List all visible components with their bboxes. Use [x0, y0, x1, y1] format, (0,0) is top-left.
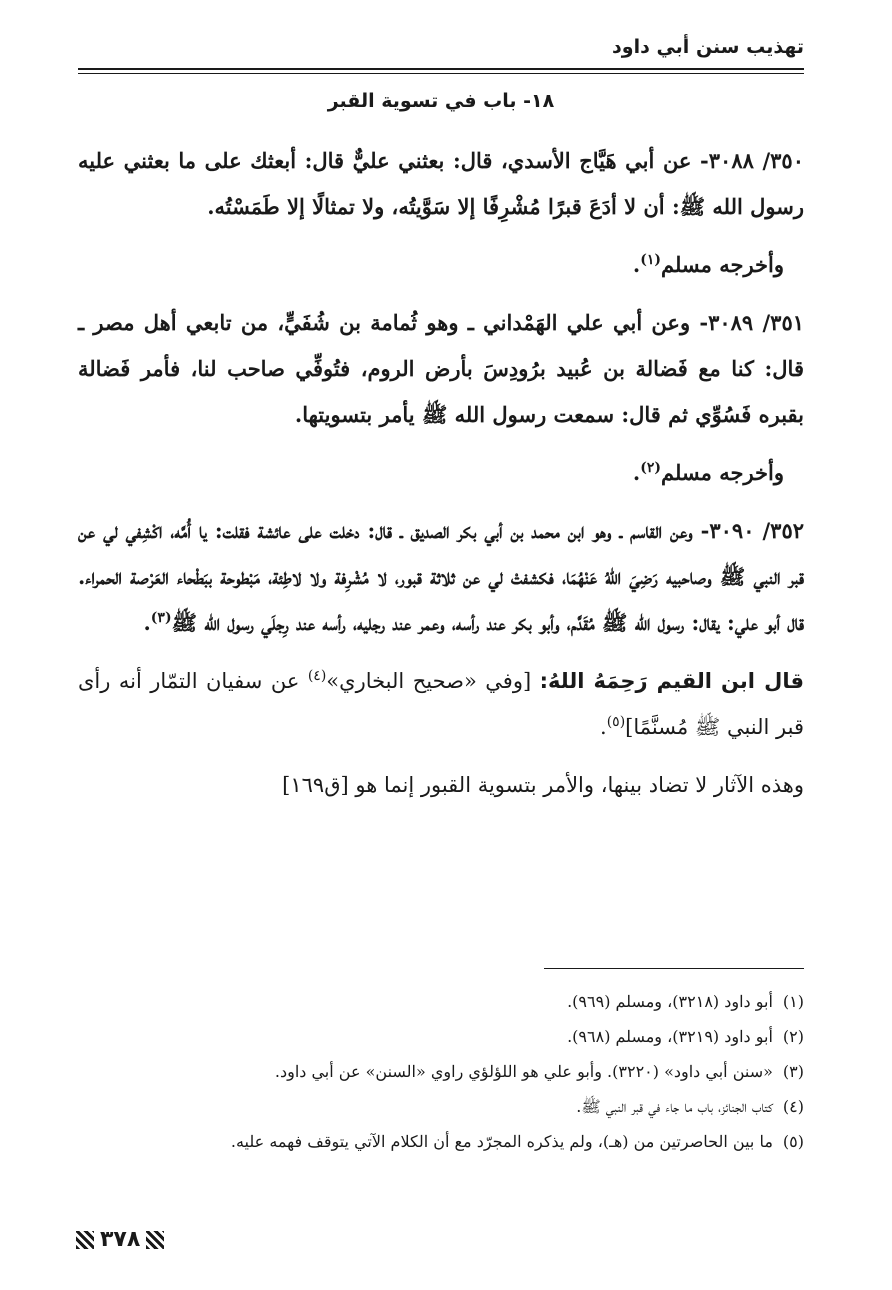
footnote-ref-4[interactable]: (٤)	[307, 668, 327, 684]
footnote-text: «سنن أبي داود» (٣٢٢٠). وأبو علي هو اللؤلؤي راوي «السنن» عن أبي داود.	[274, 1062, 773, 1081]
hadith-351	[78, 300, 804, 438]
ornament-icon	[76, 1231, 94, 1249]
hadith-350-text: ٣٥٠/ ٣٠٨٨- عن أبي هَيَّاج الأسدي، قال: بعثني عليٌّ قال: أبعثك على ما بعثني عليه رسول الله ﷺ: أن لا أدَعَ قبرًا مُشْرِفًا إلا سَوَّيتُه، ولا تمثالًا إلا طَمَسْتُه.	[78, 148, 804, 219]
book-title: تهذيب سنن أبي داود	[612, 36, 804, 58]
footnote-ref-3[interactable]: (٣)	[150, 610, 172, 626]
footnote-ref-5[interactable]: (٥)	[606, 714, 626, 730]
hadith-351-text: ٣٥١/ ٣٠٨٩- وعن أبي علي الهَمْداني ـ وهو ثُمامة بن شُفَيٍّ، من تابعي أهل مصر ـ قال: كنا مع فَضالة بن عُبيد برُودِسَ بأرض الروم، فتُوفِّي صاحب لنا، فأمر فَضالة بقبره فَسُوِّي ثم قال: سمعت رسول الله ﷺ يأمر بتسويتها.	[78, 310, 805, 427]
chapter-title: ١٨- باب في تسوية القبر	[327, 90, 555, 112]
footnote-3	[78, 1054, 804, 1089]
footnote-ref-2[interactable]: (٢)	[640, 460, 661, 476]
running-header	[78, 30, 804, 64]
continuation-text: وهذه الآثار لا تضاد بينها، والأمر بتسوية القبور إنما هو [ق١٦٩]	[282, 773, 804, 797]
footnote-text: أبو داود (٣٢١٨)، ومسلم (٩٦٩).	[567, 992, 773, 1011]
ibn-qayyim-comment: قال ابن القيم رَحِمَهُ اللهُ: [وفي «صحيح البخاري»$^{(٤)}$ عن سفيان التمّار أنه رأى قبر النبي ﷺ مُسنَّمًا]$^{(٥)}$.	[78, 668, 804, 739]
takhrij-350-text: وأخرجه مسلم	[660, 252, 784, 277]
hadith-352: ٣٥٢/ ٣٠٩٠- وعن القاسم ـ وهو ابن محمد بن أبي بكر الصديق ـ قال: دخلت على عائشة فقلت: يا أُمَّه، اكْشِفي لي عن قبر النبي ﷺ وصاحبيه رَضِيَ اللهُ عَنْهُمَا، فكشفتْ لي عن ثلاثة قبور، لا مُشْرِفة ولا لاطِئة، مَبْطوحة ببَطْحاء العَرْصة الحمراء. قال أبو علي: يقال: رسول الله ﷺ مُقَدَّم، وأبو بكر عند رأسه، وعمر عند رجليه، رأسه عند رِجلَي رسول الله ﷺ$^{(٣)}$.	[78, 518, 805, 635]
page-number-text: ٣٧٨	[100, 1227, 141, 1252]
footnote-number: (٤)	[782, 1097, 804, 1116]
footnote-4	[78, 1089, 804, 1124]
takhrij-351: وأخرجه مسلم$^{(٢)}$.	[632, 460, 784, 485]
footnote-number: (٢)	[782, 1027, 804, 1046]
footnote-5	[78, 1124, 804, 1159]
footnote-2	[78, 1019, 804, 1054]
ibn-qayyim-text-a: [وفي «صحيح البخاري»	[326, 669, 532, 693]
main-text	[78, 138, 804, 820]
takhrij-350: وأخرجه مسلم$^{(١)}$.	[632, 252, 784, 277]
ibn-qayyim-label: قال ابن القيم رَحِمَهُ اللهُ:	[539, 669, 804, 693]
footnote-ref-1[interactable]: (١)	[640, 252, 661, 268]
footnote-number: (٥)	[782, 1132, 804, 1151]
footnote-separator	[544, 968, 804, 969]
header-rule-thick	[78, 68, 804, 70]
ibn-qayyim-text-b: عن سفيان التمّار أنه رأى قبر النبي ﷺ مُسنَّمًا]	[78, 669, 804, 739]
footnotes	[78, 984, 804, 1159]
ornament-icon	[146, 1231, 164, 1249]
footnote-number: (٣)	[782, 1062, 804, 1081]
footnote-1	[78, 984, 804, 1019]
header-rule-thin	[78, 73, 804, 74]
hadith-350	[78, 138, 804, 230]
chapter-heading	[78, 90, 804, 112]
takhrij-351-text: وأخرجه مسلم	[660, 460, 784, 485]
footnote-text: أبو داود (٣٢١٩)، ومسلم (٩٦٨).	[567, 1027, 773, 1046]
page-number	[76, 1227, 164, 1252]
continuation-paragraph	[78, 762, 804, 808]
footnote-number: (١)	[782, 992, 804, 1011]
footnote-text: كتاب الجنائز، باب ما جاء في قبر النبي ﷺ.	[576, 1097, 773, 1116]
hadith-352-text: ٣٥٢/ ٣٠٩٠- وعن القاسم ـ وهو ابن محمد بن أبي بكر الصديق ـ قال: دخلت على عائشة فقلت: يا أُمَّه، اكْشِفي لي عن قبر النبي ﷺ وصاحبيه رَضِيَ اللهُ عَنْهُمَا، فكشفتْ لي عن ثلاثة قبور، لا مُشْرِفة ولا لاطِئة، مَبْطوحة ببَطْحاء العَرْصة الحمراء. قال أبو علي: يقال: رسول الله ﷺ مُقَدَّم، وأبو بكر عند رأسه، وعمر عند رجليه، رأسه عند رِجلَي رسول الله ﷺ	[78, 518, 805, 635]
footnote-text: ما بين الحاصرتين من (هـ)، ولم يذكره المجرّد مع أن الكلام الآتي يتوقف فهمه عليه.	[230, 1132, 773, 1151]
